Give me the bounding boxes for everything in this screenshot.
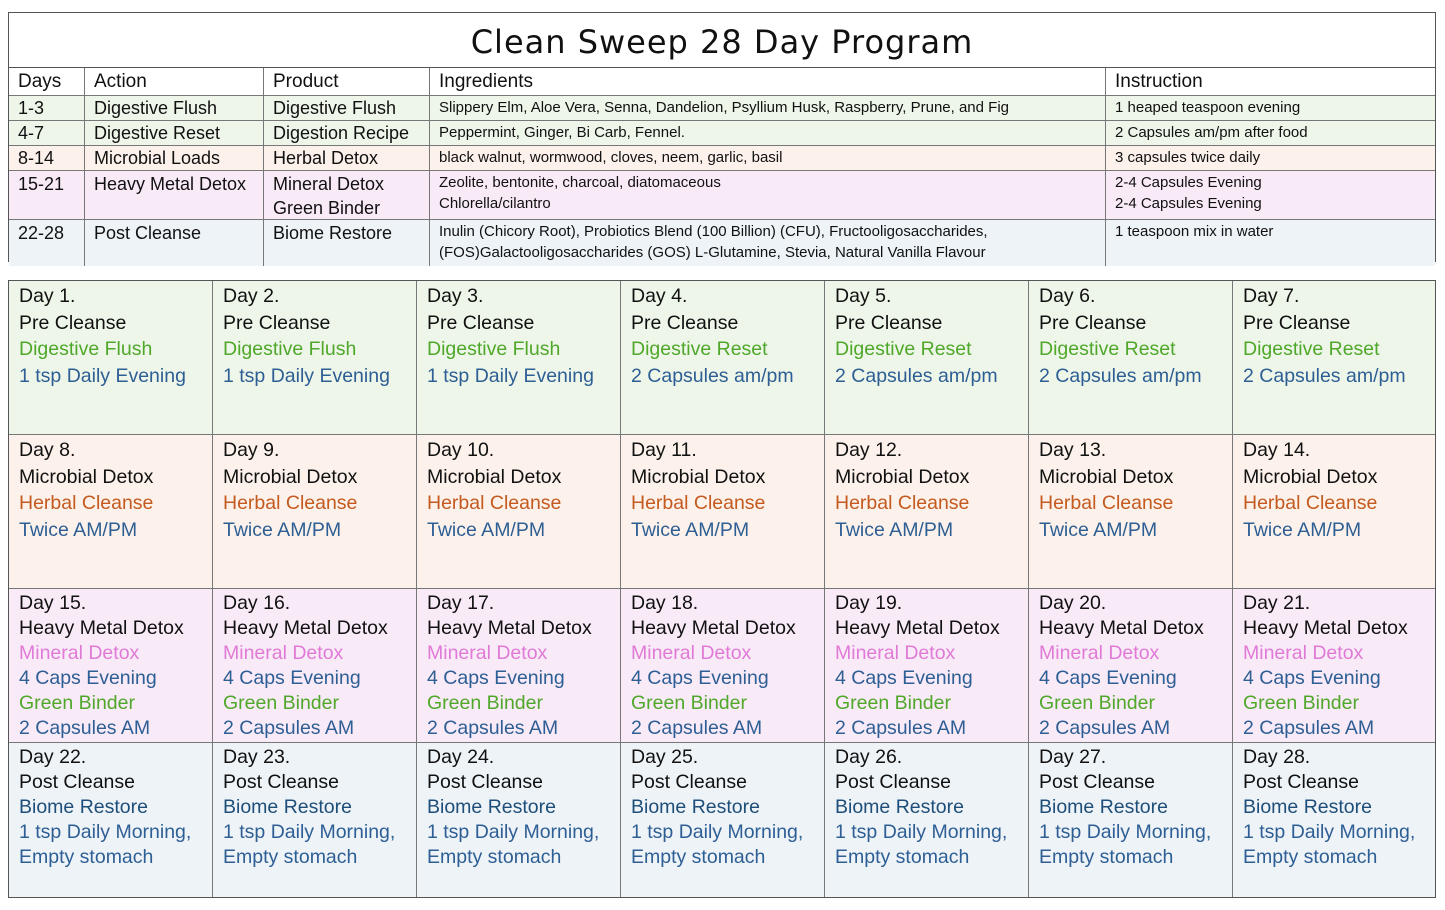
day-phase: Heavy Metal Detox (223, 617, 388, 639)
summary-header-row (9, 68, 1435, 96)
cell-days-text: 15-21 (18, 174, 65, 194)
day-phase: Heavy Metal Detox (631, 617, 796, 639)
day-dosage: 4 Caps Evening (19, 667, 157, 689)
day-product: Biome Restore (1039, 796, 1168, 818)
cell-product-text: Digestion Recipe (273, 123, 410, 143)
day-dosage: 2 Capsules AM (835, 717, 967, 739)
day-phase: Heavy Metal Detox (427, 617, 592, 639)
summary-row (9, 146, 1435, 171)
calendar-week-4 (9, 743, 1435, 897)
day-phase: Microbial Detox (835, 465, 970, 488)
day-product: Green Binder (223, 692, 339, 714)
day-cell (1029, 589, 1233, 742)
day-label: Day 2. (223, 285, 280, 307)
cell-days (9, 96, 85, 120)
cell-product-text: Biome Restore (273, 223, 393, 243)
day-dosage: 2 Capsules AM (631, 717, 763, 739)
day-cell (417, 743, 621, 897)
day-phase: Pre Cleanse (427, 311, 535, 334)
day-dosage: Empty stomach (1243, 846, 1378, 868)
day-phase: Microbial Detox (1243, 465, 1378, 488)
cell-instruction-text: 2-4 Capsules Evening (1115, 195, 1262, 212)
day-product: Green Binder (1039, 692, 1155, 714)
cell-product-text: Herbal Detox (273, 148, 379, 168)
day-cell (1233, 589, 1435, 742)
day-label: Day 6. (1039, 285, 1096, 307)
day-dosage: Twice AM/PM (427, 518, 546, 541)
day-dosage: 2 Capsules AM (427, 717, 559, 739)
cell-action-text: Microbial Loads (94, 148, 221, 168)
cell-product-text: Mineral Detox (273, 174, 385, 194)
day-product: Green Binder (1243, 692, 1359, 714)
day-dosage: Empty stomach (427, 846, 562, 868)
cell-ingredients-text: Peppermint, Ginger, Bi Carb, Fennel. (439, 124, 685, 141)
day-cell (1029, 281, 1233, 434)
day-dosage: 4 Caps Evening (223, 667, 361, 689)
day-cell (417, 589, 621, 742)
day-product: Biome Restore (427, 796, 556, 818)
cell-ingredients-text: (FOS)Galactooligosaccharides (GOS) L-Glutamine, Stevia, Natural Vanilla Flavour (439, 244, 986, 261)
cell-ingredients-text: Slippery Elm, Aloe Vera, Senna, Dandelion, Psyllium Husk, Raspberry, Prune, and Fig (439, 99, 1009, 116)
summary-row (9, 96, 1435, 121)
cell-instruction (1106, 146, 1435, 170)
day-product: Digestive Reset (835, 338, 972, 360)
day-label: Day 24. (427, 746, 495, 768)
day-dosage: 4 Caps Evening (835, 667, 973, 689)
day-phase: Heavy Metal Detox (1039, 617, 1204, 639)
summary-row (9, 121, 1435, 146)
day-cell (9, 435, 213, 588)
day-dosage: Twice AM/PM (631, 518, 750, 541)
day-label: Day 23. (223, 746, 291, 768)
day-dosage: 1 tsp Daily Morning, (1039, 821, 1212, 843)
day-dosage: Twice AM/PM (1243, 518, 1362, 541)
calendar-week-3 (9, 589, 1435, 743)
day-cell (1029, 743, 1233, 897)
cell-instruction-text: 3 capsules twice daily (1115, 149, 1261, 166)
day-product: Digestive Flush (223, 338, 357, 360)
header-product: Product (264, 68, 430, 95)
day-cell (417, 435, 621, 588)
day-cell (825, 281, 1029, 434)
day-label: Day 10. (427, 439, 495, 461)
day-dosage: Empty stomach (1039, 846, 1174, 868)
day-product: Mineral Detox (223, 642, 344, 664)
day-product: Herbal Cleanse (835, 492, 970, 514)
day-phase: Post Cleanse (631, 771, 747, 793)
cell-product (264, 171, 430, 219)
cell-ingredients-text: black walnut, wormwood, cloves, neem, garlic, basil (439, 149, 783, 166)
day-label: Day 22. (19, 746, 87, 768)
day-dosage: Empty stomach (631, 846, 766, 868)
day-label: Day 28. (1243, 746, 1311, 768)
summary-row (9, 171, 1435, 220)
day-dosage: Empty stomach (223, 846, 358, 868)
day-cell (9, 743, 213, 897)
cell-instruction (1106, 171, 1435, 219)
day-cell (1233, 281, 1435, 434)
day-dosage: 1 tsp Daily Morning, (1243, 821, 1416, 843)
day-label: Day 20. (1039, 592, 1107, 614)
cell-ingredients-text: Chlorella/cilantro (439, 195, 551, 212)
day-product: Mineral Detox (1039, 642, 1160, 664)
cell-instruction (1106, 96, 1435, 120)
day-cell (825, 743, 1029, 897)
day-cell (1029, 435, 1233, 588)
day-product: Herbal Cleanse (1039, 492, 1174, 514)
cell-product (264, 96, 430, 120)
day-product: Digestive Flush (427, 338, 561, 360)
header-action: Action (85, 68, 264, 95)
cell-action (85, 171, 264, 219)
day-label: Day 11. (631, 439, 697, 461)
day-dosage: 1 tsp Daily Morning, (835, 821, 1008, 843)
cell-action-text: Digestive Reset (94, 123, 221, 143)
day-product: Green Binder (427, 692, 543, 714)
day-dosage: 1 tsp Daily Morning, (631, 821, 804, 843)
day-label: Day 21. (1243, 592, 1311, 614)
day-label: Day 26. (835, 746, 903, 768)
day-dosage: Twice AM/PM (223, 518, 342, 541)
cell-action-text: Heavy Metal Detox (94, 174, 247, 194)
cell-product (264, 121, 430, 145)
day-phase: Pre Cleanse (223, 311, 331, 334)
day-label: Day 25. (631, 746, 699, 768)
day-cell (621, 589, 825, 742)
day-phase: Post Cleanse (1243, 771, 1359, 793)
day-cell (825, 435, 1029, 588)
day-product: Herbal Cleanse (19, 492, 154, 514)
day-phase: Pre Cleanse (631, 311, 739, 334)
day-product: Herbal Cleanse (223, 492, 358, 514)
day-label: Day 14. (1243, 439, 1311, 461)
day-phase: Post Cleanse (1039, 771, 1155, 793)
day-phase: Post Cleanse (19, 771, 135, 793)
day-label: Day 17. (427, 592, 495, 614)
cell-ingredients-text: Inulin (Chicory Root), Probiotics Blend (100 Billion) (CFU), Fructooligosaccharides, (439, 223, 988, 240)
day-dosage: 2 Capsules AM (1243, 717, 1375, 739)
cell-days (9, 121, 85, 145)
day-dosage: 1 tsp Daily Morning, (19, 821, 192, 843)
day-label: Day 13. (1039, 439, 1107, 461)
day-dosage: 4 Caps Evening (1039, 667, 1177, 689)
cell-product (264, 146, 430, 170)
cell-days (9, 171, 85, 219)
cell-days-text: 1-3 (18, 98, 45, 118)
day-dosage: 1 tsp Daily Evening (19, 364, 186, 387)
day-cell (1233, 435, 1435, 588)
day-product: Digestive Reset (1039, 338, 1176, 360)
day-dosage: 2 Capsules AM (1039, 717, 1171, 739)
calendar-week-2 (9, 435, 1435, 589)
day-label: Day 4. (631, 285, 688, 307)
day-product: Mineral Detox (835, 642, 956, 664)
day-dosage: 2 Capsules AM (223, 717, 355, 739)
day-dosage: 4 Caps Evening (427, 667, 565, 689)
day-label: Day 15. (19, 592, 87, 614)
day-label: Day 19. (835, 592, 903, 614)
cell-action (85, 96, 264, 120)
day-label: Day 5. (835, 285, 892, 307)
day-label: Day 18. (631, 592, 699, 614)
day-phase: Heavy Metal Detox (1243, 617, 1408, 639)
cell-instruction (1106, 121, 1435, 145)
day-label: Day 7. (1243, 285, 1300, 307)
day-product: Green Binder (631, 692, 747, 714)
day-label: Day 1. (19, 285, 76, 307)
cell-days-text: 4-7 (18, 123, 45, 143)
cell-action (85, 146, 264, 170)
day-cell (213, 435, 417, 588)
cell-instruction-text: 1 heaped teaspoon evening (1115, 99, 1301, 116)
day-product: Mineral Detox (427, 642, 548, 664)
day-calendar-grid (8, 280, 1436, 898)
cell-product-text: Green Binder (273, 198, 381, 218)
day-phase: Post Cleanse (427, 771, 543, 793)
day-product: Green Binder (19, 692, 135, 714)
day-dosage: 1 tsp Daily Morning, (223, 821, 396, 843)
cell-days (9, 220, 85, 266)
day-cell (621, 281, 825, 434)
day-product: Mineral Detox (631, 642, 752, 664)
cell-instruction-text: 2-4 Capsules Evening (1115, 174, 1262, 191)
day-phase: Post Cleanse (835, 771, 951, 793)
day-label: Day 12. (835, 439, 903, 461)
cell-ingredients (430, 146, 1106, 170)
day-phase: Microbial Detox (19, 465, 154, 488)
cell-ingredients (430, 220, 1106, 266)
cell-instruction-text: 2 Capsules am/pm after food (1115, 124, 1308, 141)
day-product: Green Binder (835, 692, 951, 714)
cell-action-text: Post Cleanse (94, 223, 202, 243)
day-dosage: 1 tsp Daily Morning, (427, 821, 600, 843)
day-label: Day 3. (427, 285, 484, 307)
day-phase: Heavy Metal Detox (835, 617, 1000, 639)
cell-ingredients (430, 121, 1106, 145)
day-cell (9, 589, 213, 742)
day-product: Digestive Reset (631, 338, 768, 360)
day-dosage: 2 Capsules am/pm (835, 364, 998, 387)
calendar-week-1 (9, 281, 1435, 435)
day-cell (213, 743, 417, 897)
day-cell (213, 589, 417, 742)
day-cell (1233, 743, 1435, 897)
day-dosage: 4 Caps Evening (1243, 667, 1381, 689)
day-phase: Pre Cleanse (19, 311, 127, 334)
day-product: Herbal Cleanse (1243, 492, 1378, 514)
summary-body (9, 96, 1435, 266)
day-dosage: 2 Capsules am/pm (1039, 364, 1202, 387)
day-dosage: 1 tsp Daily Evening (427, 364, 594, 387)
day-dosage: 2 Capsules AM (19, 717, 151, 739)
day-product: Biome Restore (19, 796, 148, 818)
program-summary-table (8, 12, 1436, 262)
day-label: Day 16. (223, 592, 291, 614)
cell-days-text: 22-28 (18, 223, 65, 243)
day-dosage: Twice AM/PM (1039, 518, 1158, 541)
cell-ingredients-text: Zeolite, bentonite, charcoal, diatomaceous (439, 174, 721, 191)
cell-instruction (1106, 220, 1435, 266)
day-phase: Pre Cleanse (1243, 311, 1351, 334)
day-product: Digestive Reset (1243, 338, 1380, 360)
cell-days-text: 8-14 (18, 148, 55, 168)
day-cell (9, 281, 213, 434)
cell-action-text: Digestive Flush (94, 98, 218, 118)
day-cell (417, 281, 621, 434)
cell-product-text: Digestive Flush (273, 98, 397, 118)
day-product: Biome Restore (631, 796, 760, 818)
day-phase: Post Cleanse (223, 771, 339, 793)
day-product: Mineral Detox (1243, 642, 1364, 664)
cell-product (264, 220, 430, 266)
day-dosage: 4 Caps Evening (631, 667, 769, 689)
header-instruction: Instruction (1115, 71, 1203, 92)
day-cell (825, 589, 1029, 742)
day-product: Biome Restore (835, 796, 964, 818)
day-cell (213, 281, 417, 434)
summary-row (9, 220, 1435, 266)
day-product: Digestive Flush (19, 338, 153, 360)
header-days: Days (9, 68, 85, 95)
day-product: Mineral Detox (19, 642, 140, 664)
day-label: Day 8. (19, 439, 76, 461)
cell-ingredients (430, 171, 1106, 219)
cell-action (85, 220, 264, 266)
day-product: Herbal Cleanse (427, 492, 562, 514)
day-product: Biome Restore (1243, 796, 1372, 818)
day-product: Herbal Cleanse (631, 492, 766, 514)
day-phase: Heavy Metal Detox (19, 617, 184, 639)
day-phase: Microbial Detox (427, 465, 562, 488)
day-cell (621, 435, 825, 588)
day-label: Day 27. (1039, 746, 1107, 768)
cell-ingredients (430, 96, 1106, 120)
day-dosage: Twice AM/PM (19, 518, 138, 541)
day-phase: Pre Cleanse (1039, 311, 1147, 334)
day-dosage: 2 Capsules am/pm (631, 364, 794, 387)
day-product: Biome Restore (223, 796, 352, 818)
day-dosage: 2 Capsules am/pm (1243, 364, 1406, 387)
cell-instruction-text: 1 teaspoon mix in water (1115, 223, 1274, 240)
day-phase: Microbial Detox (1039, 465, 1174, 488)
header-ingredients: Ingredients (430, 68, 1106, 95)
day-phase: Microbial Detox (631, 465, 766, 488)
day-label: Day 9. (223, 439, 280, 461)
document-title: Clean Sweep 28 Day Program (9, 13, 1435, 68)
day-dosage: Twice AM/PM (835, 518, 954, 541)
day-phase: Microbial Detox (223, 465, 358, 488)
cell-days (9, 146, 85, 170)
day-cell (621, 743, 825, 897)
day-dosage: Empty stomach (835, 846, 970, 868)
day-dosage: 1 tsp Daily Evening (223, 364, 390, 387)
day-dosage: Empty stomach (19, 846, 154, 868)
day-phase: Pre Cleanse (835, 311, 943, 334)
cell-action (85, 121, 264, 145)
